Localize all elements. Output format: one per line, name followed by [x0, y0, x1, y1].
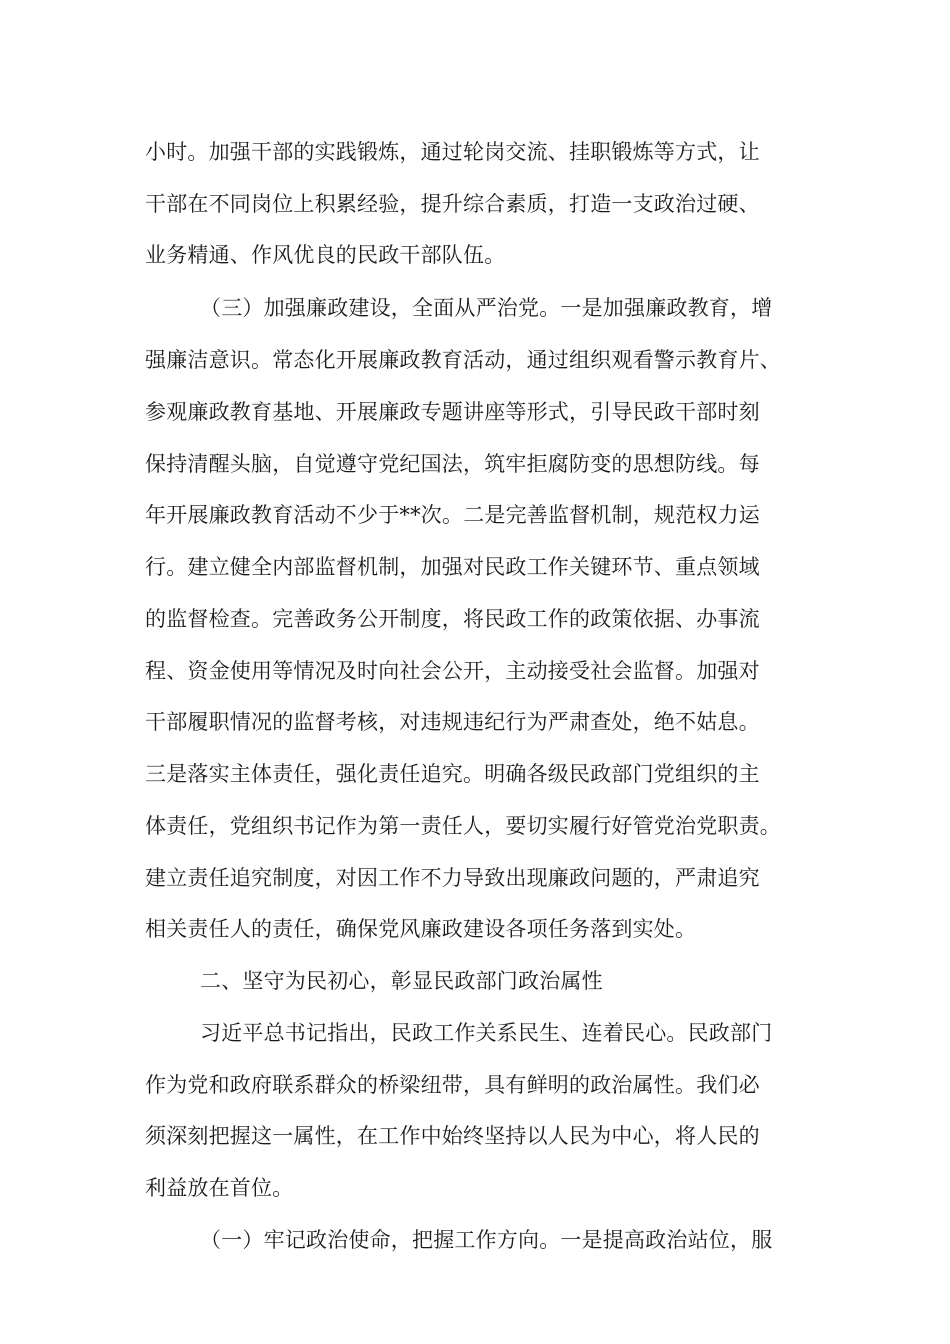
text-line: 小时。加强干部的实践锻炼，通过轮岗交流、挂职锻炼等方式，让 [145, 140, 760, 164]
text-line: 三是落实主体责任，强化责任追究。明确各级民政部门党组织的主 [145, 762, 760, 786]
text-line: 干部履职情况的监督考核，对违规违纪行为严肃查处，绝不姑息。 [145, 710, 760, 734]
text-line: 行。建立健全内部监督机制，加强对民政工作关键环节、重点领域 [145, 555, 760, 579]
text-line: 业务精通、作风优良的民政干部队伍。 [145, 243, 506, 267]
section-heading-line: （三）加强廉政建设，全面从严治党。一是加强廉政教育，增 [200, 296, 773, 320]
text-line: 年开展廉政教育活动不少于**次。二是完善监督机制，规范权力运 [145, 503, 760, 527]
chapter-heading-line: 二、坚守为民初心，彰显民政部门政治属性 [200, 969, 603, 993]
text-line: 相关责任人的责任，确保党风廉政建设各项任务落到实处。 [145, 917, 697, 941]
text-line: 体责任，党组织书记作为第一责任人，要切实履行好管党治党职责。 [145, 814, 781, 838]
text-line: 作为党和政府联系群众的桥梁纽带，具有鲜明的政治属性。我们必 [145, 1073, 760, 1097]
text-line: 程、资金使用等情况及时向社会公开，主动接受社会监督。加强对 [145, 659, 760, 683]
text-line: 干部在不同岗位上积累经验，提升综合素质，打造一支政治过硬、 [145, 192, 760, 216]
text-line: 强廉洁意识。常态化开展廉政教育活动，通过组织观看警示教育片、 [145, 348, 781, 372]
text-line: 参观廉政教育基地、开展廉政专题讲座等形式，引导民政干部时刻 [145, 400, 760, 424]
text-line: 利益放在首位。 [145, 1176, 294, 1200]
text-line: 须深刻把握这一属性，在工作中始终坚持以人民为中心，将人民的 [145, 1124, 760, 1148]
section-heading-line: （一）牢记政治使命，把握工作方向。一是提高政治站位，服 [200, 1228, 773, 1252]
text-line: 建立责任追究制度，对因工作不力导致出现廉政问题的，严肃追究 [145, 866, 760, 890]
text-line: 的监督检查。完善政务公开制度，将民政工作的政策依据、办事流 [145, 607, 760, 631]
text-line: 习近平总书记指出，民政工作关系民生、连着民心。民政部门 [200, 1021, 773, 1045]
text-line: 保持清醒头脑，自觉遵守党纪国法，筑牢拒腐防变的思想防线。每 [145, 452, 760, 476]
